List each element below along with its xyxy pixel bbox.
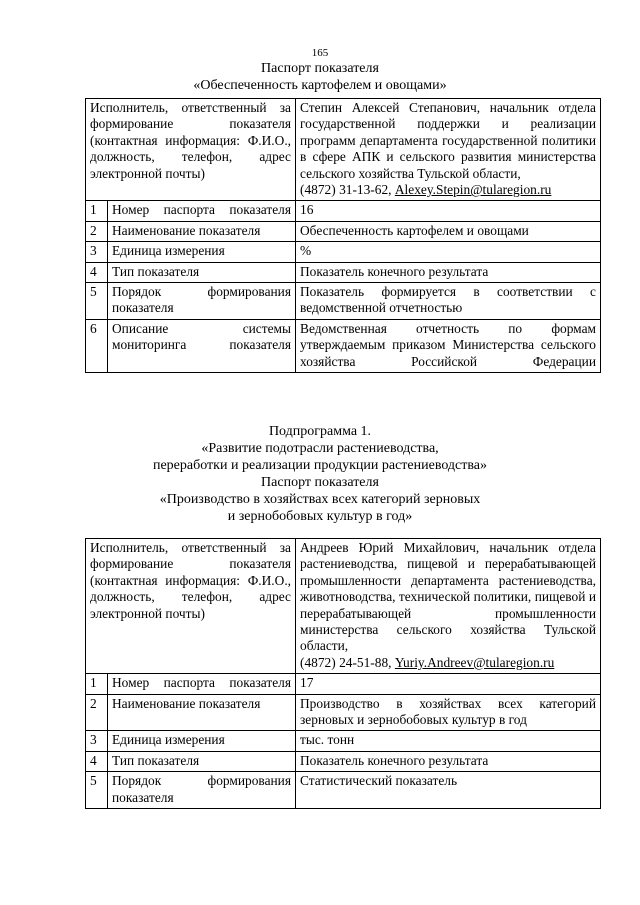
passport-2-subtitle-line-2: и зернобобовых культур в год» <box>227 509 413 524</box>
row-value: Показатель формируется в соответствии с ведомственной отчетностью <box>296 283 601 320</box>
row-value: Производство в хозяйствах всех категорий зерновых и зернобобовых культур в год <box>296 694 601 731</box>
table-row <box>86 694 601 731</box>
executor-email-link[interactable]: Alexey.Stepin@tularegion.ru <box>394 182 552 198</box>
row-label: Номер паспорта показателя <box>108 674 296 694</box>
row-number: 4 <box>86 751 108 771</box>
row-number: 5 <box>86 772 108 809</box>
table-row <box>86 221 601 241</box>
passport-2-heading: Паспорт показателя <box>261 475 379 490</box>
row-number: 3 <box>86 731 108 751</box>
row-label: Порядок формирования показателя <box>108 772 296 809</box>
row-value: Показатель конечного результата <box>296 262 601 282</box>
row-value: 17 <box>296 674 601 694</box>
passport-1-title <box>60 60 580 94</box>
executor-phone: (4872) 24-51-88, <box>300 654 395 670</box>
row-value: Статистический показатель <box>296 772 601 809</box>
row-value: Ведомственная отчетность по формам утверждаемым приказом Министерства сельского хозяйства Российской Федерации <box>296 319 601 372</box>
passport-1-table <box>85 98 601 373</box>
table-row <box>86 751 601 771</box>
row-label: Единица измерения <box>108 731 296 751</box>
row-number: 6 <box>86 319 108 372</box>
table-row <box>86 201 601 221</box>
row-label: Наименование показателя <box>108 221 296 241</box>
executor-label: Исполнитель, ответственный за формирование показателя (контактная информация: Ф.И.О., должность, телефон, адрес электронной почты) <box>86 99 296 201</box>
row-value: % <box>296 242 601 262</box>
table-row <box>86 242 601 262</box>
row-value: 16 <box>296 201 601 221</box>
table-row <box>86 731 601 751</box>
executor-value <box>296 99 601 201</box>
row-number: 2 <box>86 694 108 731</box>
executor-label: Исполнитель, ответственный за формирование показателя (контактная информация: Ф.И.О., должность, телефон, адрес электронной почты) <box>86 539 296 674</box>
row-label: Тип показателя <box>108 262 296 282</box>
row-label: Порядок формирования показателя <box>108 283 296 320</box>
row-number: 4 <box>86 262 108 282</box>
row-label: Тип показателя <box>108 751 296 771</box>
passport-2-table <box>85 538 601 809</box>
executor-name-position: Степин Алексей Степанович, начальник отдела государственной поддержки и реализации программ департамента государственной политики в сфере АПК и сельского развития министерства сельского хозяйства Тульской области, <box>300 100 596 181</box>
page-number: 165 <box>311 47 329 59</box>
passport-2-subtitle-line-1: «Производство в хозяйствах всех категорий зерновых <box>159 492 481 507</box>
subprogram-name-line-2: переработки и реализации продукции растениеводства» <box>152 458 488 473</box>
row-number: 1 <box>86 201 108 221</box>
row-label: Наименование показателя <box>108 694 296 731</box>
subprogram-number: Подпрограмма 1. <box>268 424 372 439</box>
table-row <box>86 283 601 320</box>
subprogram-title <box>60 423 580 525</box>
executor-email-link[interactable]: Yuriy.Andreev@tularegion.ru <box>394 654 555 670</box>
executor-row <box>86 99 601 201</box>
row-value: Показатель конечного результата <box>296 751 601 771</box>
row-label: Единица измерения <box>108 242 296 262</box>
subprogram-name-line-1: «Развитие подотрасли растениеводства, <box>201 441 439 456</box>
executor-name-position: Андреев Юрий Михайлович, начальник отдела растениеводства, пищевой и перерабатывающей промышленности департамента растениеводства, животноводства, технической политики, пищевой и перерабатывающей промышленности министерства сельского хозяйства Тульской области, <box>300 540 596 654</box>
row-value: тыс. тонн <box>296 731 601 751</box>
executor-row <box>86 539 601 674</box>
row-value: Обеспеченность картофелем и овощами <box>296 221 601 241</box>
row-number: 5 <box>86 283 108 320</box>
executor-value <box>296 539 601 674</box>
row-number: 3 <box>86 242 108 262</box>
table-row <box>86 262 601 282</box>
table-row <box>86 674 601 694</box>
table-row <box>86 772 601 809</box>
executor-phone: (4872) 31-13-62, <box>300 182 395 198</box>
passport-1-subtitle: «Обеспеченность картофелем и овощами» <box>193 78 447 93</box>
row-number: 2 <box>86 221 108 241</box>
row-label: Описание системы мониторинга показателя <box>108 319 296 372</box>
table-row <box>86 319 601 372</box>
passport-1-heading: Паспорт показателя <box>261 61 379 76</box>
row-number: 1 <box>86 674 108 694</box>
row-label: Номер паспорта показателя <box>108 201 296 221</box>
